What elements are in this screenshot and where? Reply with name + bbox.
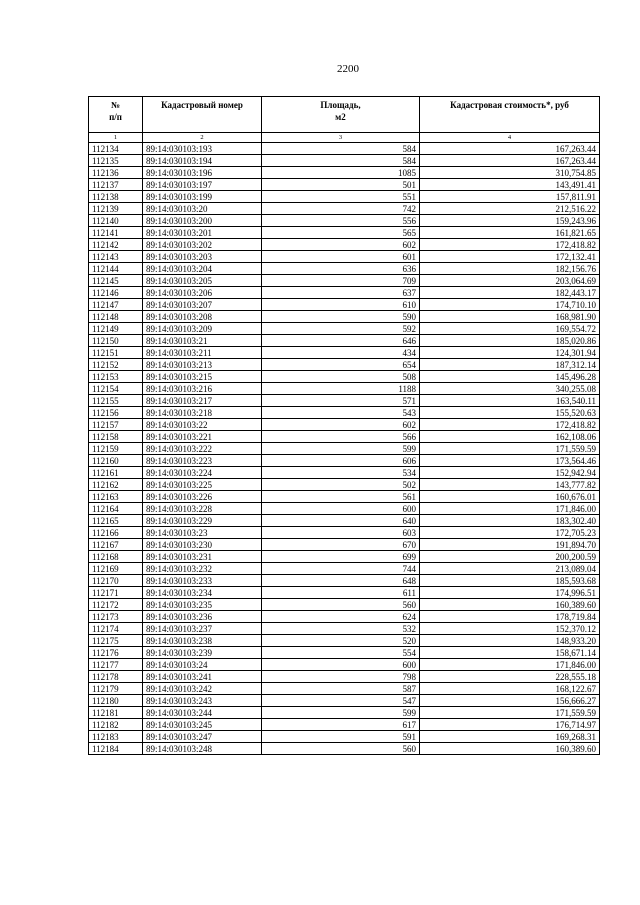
row-number-cell: 112162: [89, 479, 143, 491]
row-number-cell: 112150: [89, 335, 143, 347]
row-number-cell: 112164: [89, 503, 143, 515]
cadastral-number-cell: 89:14:030103:22: [143, 419, 262, 431]
row-number-cell: 112153: [89, 371, 143, 383]
cadastral-number-cell: 89:14:030103:223: [143, 455, 262, 467]
row-number-cell: 112158: [89, 431, 143, 443]
table-row: [89, 467, 600, 479]
area-cell: 584: [262, 155, 420, 167]
cadastral-value-cell: 168,122.67: [420, 683, 600, 695]
table-row: [89, 623, 600, 635]
area-cell: 565: [262, 227, 420, 239]
row-number-cell: 112135: [89, 155, 143, 167]
cadastral-number-cell: 89:14:030103:244: [143, 707, 262, 719]
table-row: [89, 251, 600, 263]
table-row: [89, 419, 600, 431]
row-number-cell: 112168: [89, 551, 143, 563]
cadastral-value-cell: 172,418.82: [420, 419, 600, 431]
cadastral-number-cell: 89:14:030103:199: [143, 191, 262, 203]
row-number-cell: 112141: [89, 227, 143, 239]
table-row: [89, 479, 600, 491]
cadastral-value-cell: 183,302.40: [420, 515, 600, 527]
cadastral-value-cell: 172,418.82: [420, 239, 600, 251]
cadastral-value-cell: 203,064.69: [420, 275, 600, 287]
table-row: [89, 575, 600, 587]
row-number-cell: 112147: [89, 299, 143, 311]
cadastral-value-cell: 191,894.70: [420, 539, 600, 551]
row-number-cell: 112183: [89, 731, 143, 743]
row-number-cell: 112152: [89, 359, 143, 371]
area-cell: 560: [262, 599, 420, 611]
cadastral-number-cell: 89:14:030103:235: [143, 599, 262, 611]
table-row: [89, 647, 600, 659]
cadastral-value-cell: 160,676.01: [420, 491, 600, 503]
row-number-cell: 112174: [89, 623, 143, 635]
row-number-cell: 112136: [89, 167, 143, 179]
table-header-row: [89, 97, 600, 133]
area-cell: 601: [262, 251, 420, 263]
area-cell: 1085: [262, 167, 420, 179]
table-row: [89, 695, 600, 707]
area-cell: 600: [262, 503, 420, 515]
cadastral-value-cell: 156,666.27: [420, 695, 600, 707]
area-cell: 798: [262, 671, 420, 683]
cadastral-value-cell: 155,520.63: [420, 407, 600, 419]
area-cell: 599: [262, 707, 420, 719]
cadastral-value-cell: 169,554.72: [420, 323, 600, 335]
cadastral-value-cell: 168,981.90: [420, 311, 600, 323]
table-row: [89, 527, 600, 539]
table-row: [89, 707, 600, 719]
table-row: [89, 215, 600, 227]
row-number-cell: 112177: [89, 659, 143, 671]
row-number-cell: 112170: [89, 575, 143, 587]
row-number-cell: 112148: [89, 311, 143, 323]
area-cell: 556: [262, 215, 420, 227]
row-number-cell: 112163: [89, 491, 143, 503]
cadastral-number-cell: 89:14:030103:230: [143, 539, 262, 551]
area-cell: 560: [262, 743, 420, 755]
cadastral-number-cell: 89:14:030103:225: [143, 479, 262, 491]
cadastral-number-cell: 89:14:030103:224: [143, 467, 262, 479]
cadastral-value-cell: 173,564.46: [420, 455, 600, 467]
row-number-cell: 112137: [89, 179, 143, 191]
area-cell: 501: [262, 179, 420, 191]
cadastral-value-cell: 171,846.00: [420, 659, 600, 671]
table-row: [89, 659, 600, 671]
row-number-cell: 112151: [89, 347, 143, 359]
column-number: 4: [420, 133, 600, 143]
table-row: [89, 179, 600, 191]
table-row: [89, 455, 600, 467]
cadastral-value-cell: 228,555.18: [420, 671, 600, 683]
area-cell: 547: [262, 695, 420, 707]
table-row: [89, 359, 600, 371]
table-row: [89, 563, 600, 575]
cadastral-value-cell: 185,020.86: [420, 335, 600, 347]
cadastral-number-cell: 89:14:030103:206: [143, 287, 262, 299]
row-number-cell: 112140: [89, 215, 143, 227]
cadastral-value-cell: 160,389.60: [420, 743, 600, 755]
area-cell: 699: [262, 551, 420, 563]
cadastral-number-cell: 89:14:030103:233: [143, 575, 262, 587]
table-row: [89, 503, 600, 515]
table-row: [89, 383, 600, 395]
cadastral-number-cell: 89:14:030103:236: [143, 611, 262, 623]
cadastral-value-cell: 159,243.96: [420, 215, 600, 227]
table-row: [89, 587, 600, 599]
area-cell: 637: [262, 287, 420, 299]
table-row: [89, 431, 600, 443]
column-number: 3: [262, 133, 420, 143]
row-number-cell: 112156: [89, 407, 143, 419]
area-cell: 1188: [262, 383, 420, 395]
area-cell: 599: [262, 443, 420, 455]
cadastral-number-cell: 89:14:030103:200: [143, 215, 262, 227]
cadastral-number-cell: 89:14:030103:203: [143, 251, 262, 263]
cadastral-value-cell: 158,671.14: [420, 647, 600, 659]
area-cell: 602: [262, 419, 420, 431]
area-cell: 709: [262, 275, 420, 287]
cadastral-number-cell: 89:14:030103:201: [143, 227, 262, 239]
row-number-cell: 112179: [89, 683, 143, 695]
area-cell: 502: [262, 479, 420, 491]
column-number-row: [89, 133, 600, 143]
area-cell: 592: [262, 323, 420, 335]
table-row: [89, 443, 600, 455]
cadastral-number-cell: 89:14:030103:21: [143, 335, 262, 347]
header-row-number-line1: №: [110, 100, 121, 110]
cadastral-value-cell: 187,312.14: [420, 359, 600, 371]
cadastral-number-cell: 89:14:030103:247: [143, 731, 262, 743]
row-number-cell: 112142: [89, 239, 143, 251]
table-row: [89, 371, 600, 383]
cadastral-value-cell: 185,593.68: [420, 575, 600, 587]
cadastral-value-cell: 172,705.23: [420, 527, 600, 539]
row-number-cell: 112145: [89, 275, 143, 287]
cadastral-number-cell: 89:14:030103:202: [143, 239, 262, 251]
area-cell: 561: [262, 491, 420, 503]
cadastral-number-cell: 89:14:030103:229: [143, 515, 262, 527]
cadastral-value-cell: 145,496.28: [420, 371, 600, 383]
cadastral-number-cell: 89:14:030103:211: [143, 347, 262, 359]
table-row: [89, 611, 600, 623]
cadastral-number-cell: 89:14:030103:232: [143, 563, 262, 575]
cadastral-number-cell: 89:14:030103:24: [143, 659, 262, 671]
cadastral-value-cell: 143,491.41: [420, 179, 600, 191]
area-cell: 646: [262, 335, 420, 347]
cadastral-number-cell: 89:14:030103:241: [143, 671, 262, 683]
header-cadastral-number: Кадастровый номер: [143, 97, 262, 133]
cadastral-number-cell: 89:14:030103:205: [143, 275, 262, 287]
cadastral-value-cell: 167,263.44: [420, 155, 600, 167]
cadastral-value-cell: 162,108.06: [420, 431, 600, 443]
area-cell: 571: [262, 395, 420, 407]
cadastral-number-cell: 89:14:030103:218: [143, 407, 262, 419]
cadastral-value-cell: 161,821.65: [420, 227, 600, 239]
row-number-cell: 112184: [89, 743, 143, 755]
cadastral-value-cell: 200,200.59: [420, 551, 600, 563]
table-row: [89, 347, 600, 359]
cadastral-number-cell: 89:14:030103:215: [143, 371, 262, 383]
cadastral-number-cell: 89:14:030103:245: [143, 719, 262, 731]
row-number-cell: 112157: [89, 419, 143, 431]
row-number-cell: 112161: [89, 467, 143, 479]
table-row: [89, 191, 600, 203]
table-row: [89, 599, 600, 611]
cadastral-number-cell: 89:14:030103:193: [143, 143, 262, 155]
cadastral-value-cell: 143,777.82: [420, 479, 600, 491]
area-cell: 584: [262, 143, 420, 155]
row-number-cell: 112139: [89, 203, 143, 215]
cadastral-number-cell: 89:14:030103:20: [143, 203, 262, 215]
cadastral-value-cell: 152,370.12: [420, 623, 600, 635]
cadastral-value-cell: 152,942.94: [420, 467, 600, 479]
table-row: [89, 287, 600, 299]
cadastral-value-cell: 124,301.94: [420, 347, 600, 359]
area-cell: 554: [262, 647, 420, 659]
cadastral-value-cell: 182,156.76: [420, 263, 600, 275]
area-cell: 566: [262, 431, 420, 443]
table-row: [89, 395, 600, 407]
cadastral-value-cell: 157,811.91: [420, 191, 600, 203]
row-number-cell: 112175: [89, 635, 143, 647]
table-row: [89, 311, 600, 323]
row-number-cell: 112134: [89, 143, 143, 155]
column-number: 1: [89, 133, 143, 143]
header-row-number: [89, 97, 143, 133]
cadastral-value-cell: 171,846.00: [420, 503, 600, 515]
header-area-line1: Площадь,: [320, 100, 361, 110]
row-number-cell: 112138: [89, 191, 143, 203]
table-row: [89, 539, 600, 551]
page-number: 2200: [337, 63, 359, 75]
cadastral-value-cell: 148,933.20: [420, 635, 600, 647]
area-cell: 587: [262, 683, 420, 695]
cadastral-number-cell: 89:14:030103:243: [143, 695, 262, 707]
cadastral-value-cell: 171,559.59: [420, 443, 600, 455]
cadastral-number-cell: 89:14:030103:248: [143, 743, 262, 755]
row-number-cell: 112165: [89, 515, 143, 527]
row-number-cell: 112146: [89, 287, 143, 299]
table-row: [89, 683, 600, 695]
row-number-cell: 112149: [89, 323, 143, 335]
cadastral-number-cell: 89:14:030103:221: [143, 431, 262, 443]
cadastral-number-cell: 89:14:030103:213: [143, 359, 262, 371]
cadastral-value-cell: 213,089.04: [420, 563, 600, 575]
row-number-cell: 112155: [89, 395, 143, 407]
table-row: [89, 635, 600, 647]
table-row: [89, 263, 600, 275]
table-row: [89, 335, 600, 347]
area-cell: 520: [262, 635, 420, 647]
cadastral-value-cell: 310,754.85: [420, 167, 600, 179]
area-cell: 648: [262, 575, 420, 587]
table-row: [89, 671, 600, 683]
cadastral-value-cell: 178,719.84: [420, 611, 600, 623]
column-number: 2: [143, 133, 262, 143]
table-row: [89, 323, 600, 335]
cadastral-value-cell: 169,268.31: [420, 731, 600, 743]
table-row: [89, 239, 600, 251]
cadastral-value-cell: 172,132.41: [420, 251, 600, 263]
table-row: [89, 227, 600, 239]
cadastral-value-cell: 174,710.10: [420, 299, 600, 311]
table-row: [89, 143, 600, 155]
row-number-cell: 112178: [89, 671, 143, 683]
cadastral-number-cell: 89:14:030103:238: [143, 635, 262, 647]
cadastral-value-cell: 340,255.08: [420, 383, 600, 395]
area-cell: 610: [262, 299, 420, 311]
cadastral-number-cell: 89:14:030103:204: [143, 263, 262, 275]
table-row: [89, 407, 600, 419]
cadastral-value-cell: 176,714.97: [420, 719, 600, 731]
row-number-cell: 112144: [89, 263, 143, 275]
area-cell: 590: [262, 311, 420, 323]
area-cell: 624: [262, 611, 420, 623]
header-area-line2: м2: [335, 112, 346, 122]
cadastral-value-cell: 182,443.17: [420, 287, 600, 299]
cadastral-number-cell: 89:14:030103:234: [143, 587, 262, 599]
row-number-cell: 112171: [89, 587, 143, 599]
area-cell: 534: [262, 467, 420, 479]
row-number-cell: 112167: [89, 539, 143, 551]
cadastral-number-cell: 89:14:030103:209: [143, 323, 262, 335]
row-number-cell: 112160: [89, 455, 143, 467]
cadastral-number-cell: 89:14:030103:222: [143, 443, 262, 455]
table-row: [89, 719, 600, 731]
area-cell: 508: [262, 371, 420, 383]
area-cell: 434: [262, 347, 420, 359]
area-cell: 602: [262, 239, 420, 251]
area-cell: 543: [262, 407, 420, 419]
area-cell: 636: [262, 263, 420, 275]
cadastral-number-cell: 89:14:030103:216: [143, 383, 262, 395]
cadastral-number-cell: 89:14:030103:239: [143, 647, 262, 659]
cadastral-value-table: [88, 96, 600, 755]
cadastral-value-cell: 163,540.11: [420, 395, 600, 407]
area-cell: 532: [262, 623, 420, 635]
row-number-cell: 112181: [89, 707, 143, 719]
row-number-cell: 112143: [89, 251, 143, 263]
cadastral-number-cell: 89:14:030103:226: [143, 491, 262, 503]
cadastral-number-cell: 89:14:030103:207: [143, 299, 262, 311]
cadastral-value-cell: 212,516.22: [420, 203, 600, 215]
row-number-cell: 112173: [89, 611, 143, 623]
cadastral-value-cell: 174,996.51: [420, 587, 600, 599]
table-row: [89, 551, 600, 563]
cadastral-number-cell: 89:14:030103:242: [143, 683, 262, 695]
table-row: [89, 731, 600, 743]
table-row: [89, 167, 600, 179]
area-cell: 611: [262, 587, 420, 599]
area-cell: 591: [262, 731, 420, 743]
table-row: [89, 155, 600, 167]
header-cadastral-value: Кадастровая стоимость*, руб: [420, 97, 600, 133]
table-row: [89, 515, 600, 527]
cadastral-number-cell: 89:14:030103:217: [143, 395, 262, 407]
cadastral-number-cell: 89:14:030103:237: [143, 623, 262, 635]
cadastral-value-cell: 167,263.44: [420, 143, 600, 155]
table-row: [89, 299, 600, 311]
area-cell: 670: [262, 539, 420, 551]
table-row: [89, 203, 600, 215]
cadastral-value-cell: 171,559.59: [420, 707, 600, 719]
row-number-cell: 112176: [89, 647, 143, 659]
area-cell: 654: [262, 359, 420, 371]
cadastral-value-cell: 160,389.60: [420, 599, 600, 611]
cadastral-number-cell: 89:14:030103:194: [143, 155, 262, 167]
row-number-cell: 112159: [89, 443, 143, 455]
row-number-cell: 112180: [89, 695, 143, 707]
header-row-number-line2: п/п: [109, 112, 122, 122]
cadastral-number-cell: 89:14:030103:228: [143, 503, 262, 515]
area-cell: 744: [262, 563, 420, 575]
area-cell: 603: [262, 527, 420, 539]
table-row: [89, 743, 600, 755]
header-area: [262, 97, 420, 133]
row-number-cell: 112182: [89, 719, 143, 731]
area-cell: 551: [262, 191, 420, 203]
cadastral-number-cell: 89:14:030103:197: [143, 179, 262, 191]
table-row: [89, 491, 600, 503]
row-number-cell: 112154: [89, 383, 143, 395]
cadastral-number-cell: 89:14:030103:196: [143, 167, 262, 179]
row-number-cell: 112166: [89, 527, 143, 539]
cadastral-number-cell: 89:14:030103:231: [143, 551, 262, 563]
area-cell: 617: [262, 719, 420, 731]
area-cell: 640: [262, 515, 420, 527]
area-cell: 600: [262, 659, 420, 671]
row-number-cell: 112172: [89, 599, 143, 611]
area-cell: 742: [262, 203, 420, 215]
cadastral-number-cell: 89:14:030103:23: [143, 527, 262, 539]
table-row: [89, 275, 600, 287]
row-number-cell: 112169: [89, 563, 143, 575]
area-cell: 606: [262, 455, 420, 467]
cadastral-number-cell: 89:14:030103:208: [143, 311, 262, 323]
